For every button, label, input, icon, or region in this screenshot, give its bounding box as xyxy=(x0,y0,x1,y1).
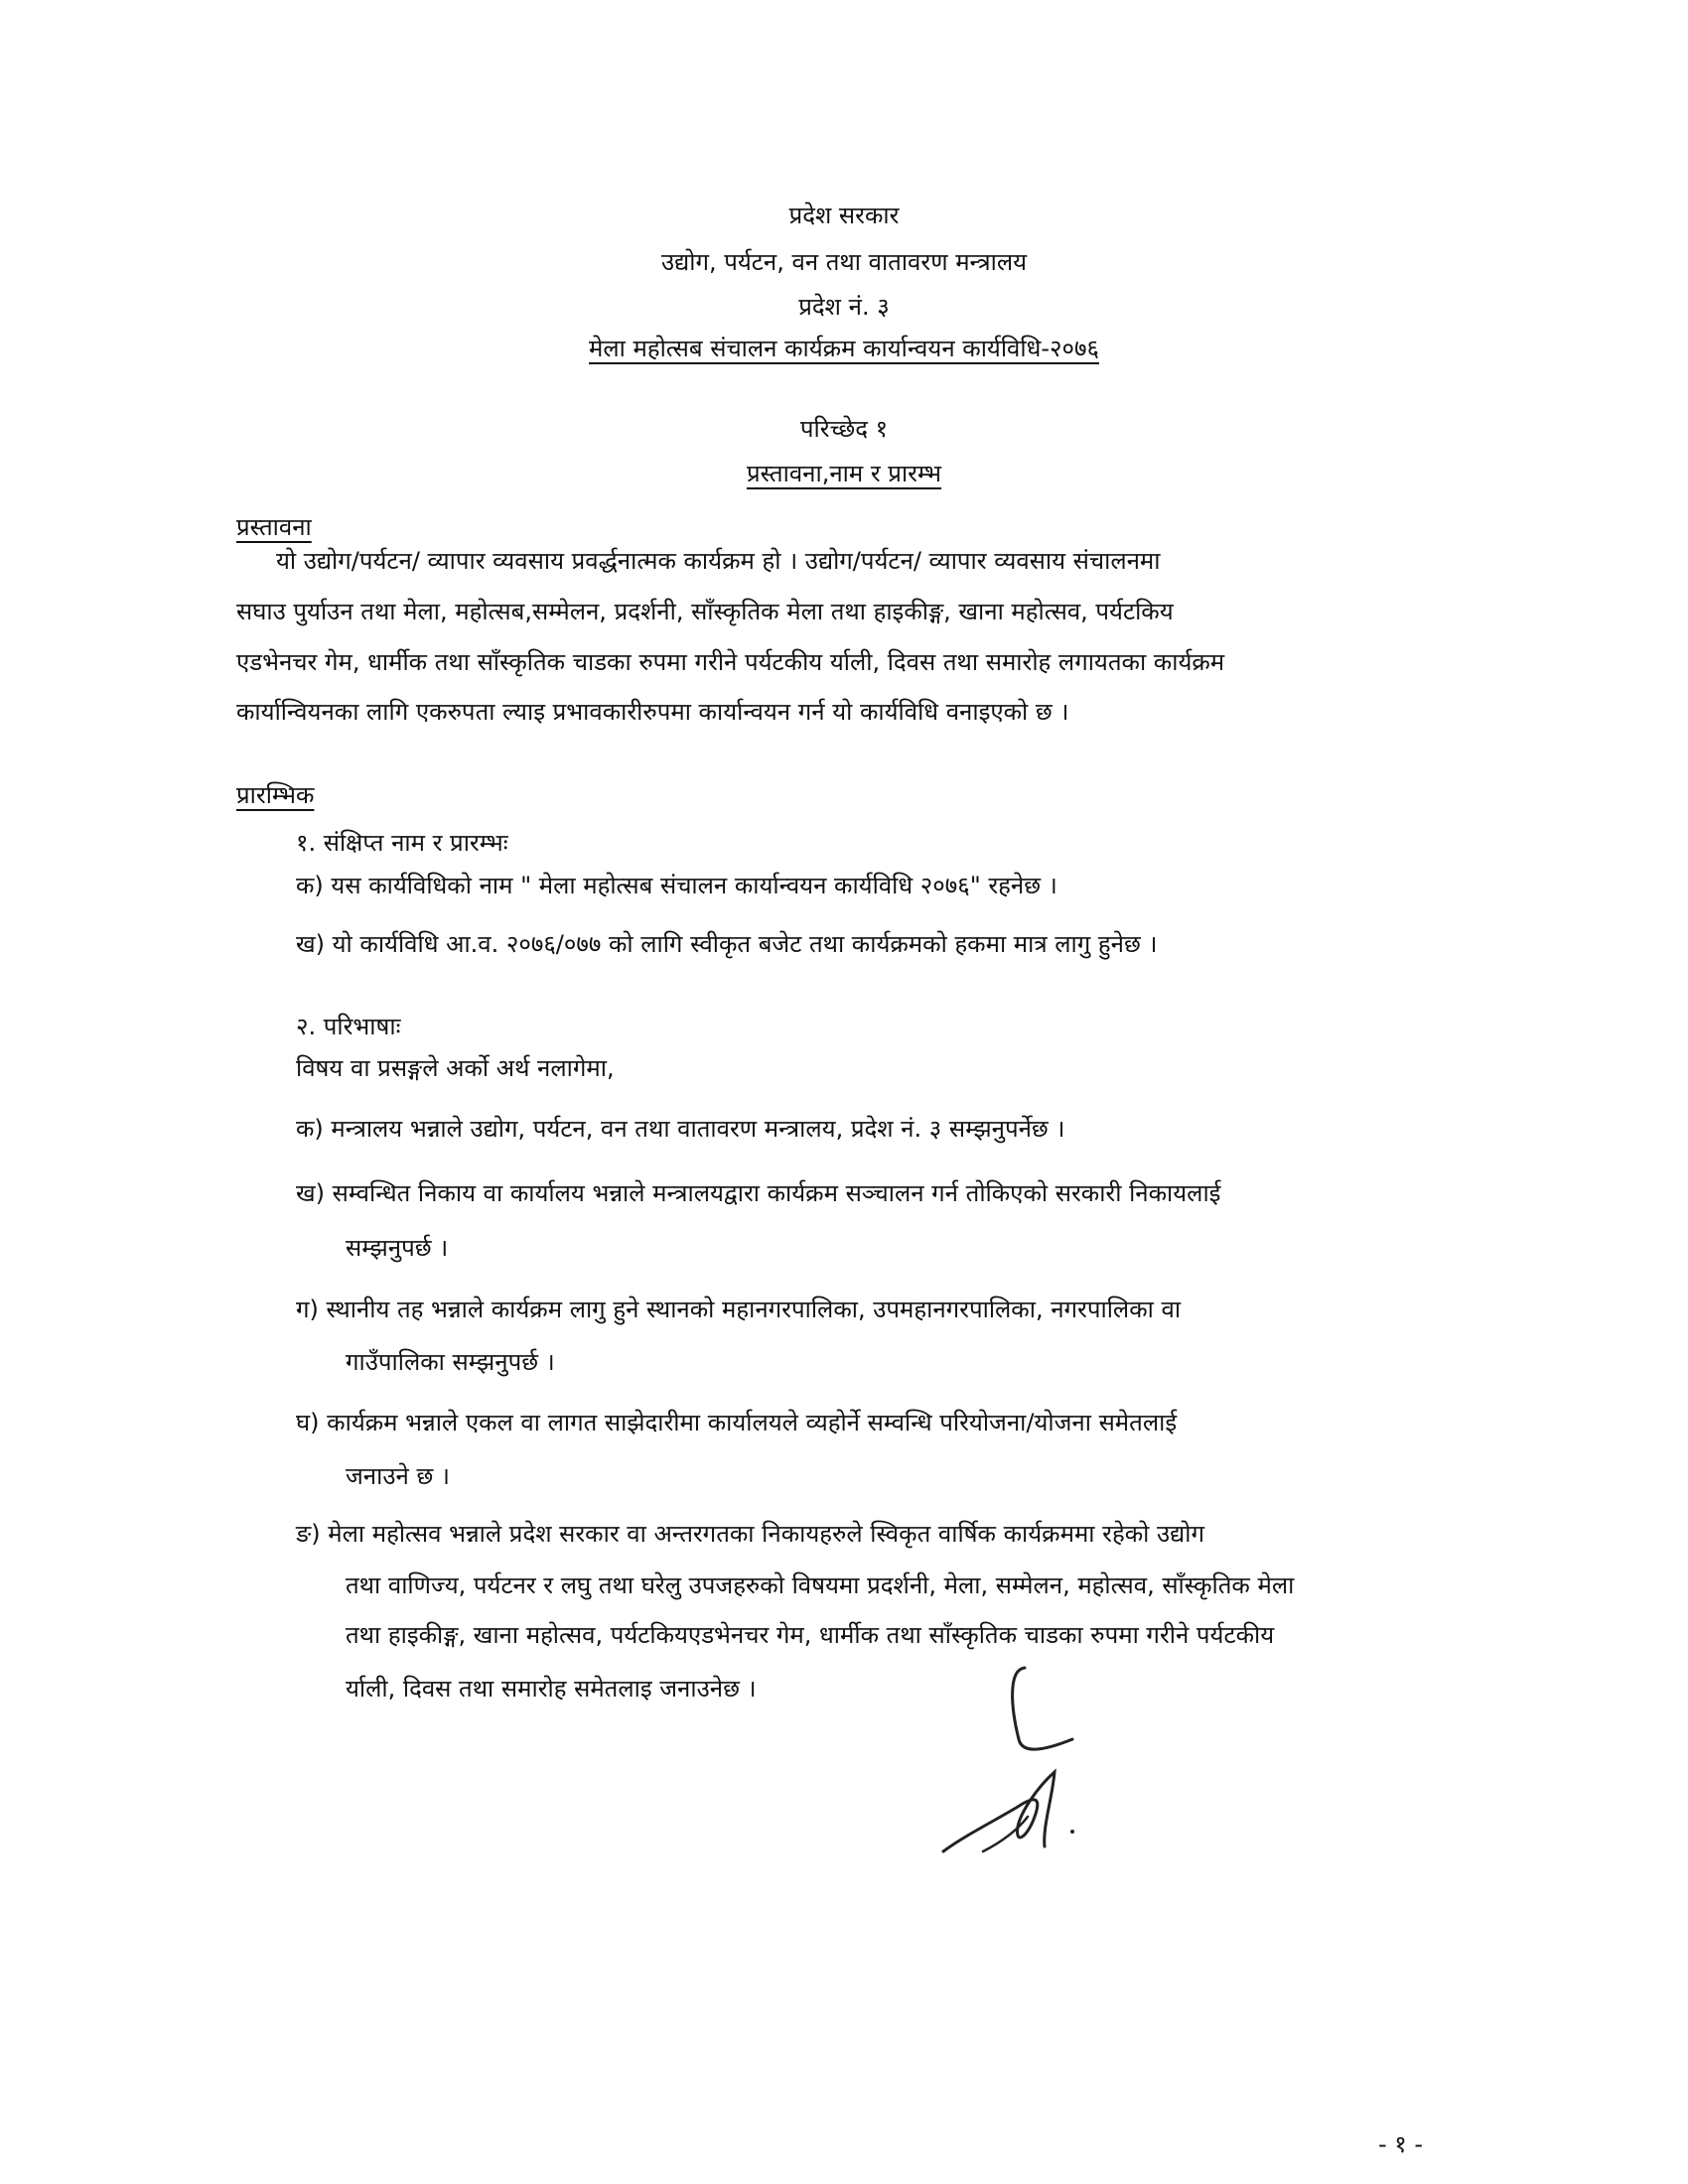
section-2-clause-kha-cont: सम्झनुपर्छ । xyxy=(346,1234,449,1262)
province-name: प्रदेश नं. ३ xyxy=(798,293,890,321)
section-1-clause-ka: क) यस कार्यविधिको नाम " मेला महोत्सब संचालन कार्यान्वयन कार्यविधि २०७६" रहनेछ । xyxy=(296,872,1057,899)
preliminary-heading: प्रारम्भिक xyxy=(236,781,315,809)
preamble-line: एडभेनचर गेम, धार्मीक तथा साँस्कृतिक चाडका रुपमा गरीने पर्यटकीय र्याली, दिवस तथा समारोह लगायतका कार्यक्रम xyxy=(236,648,1225,676)
section-2-clause-ga-cont: गाउँपालिका सम्झनुपर्छ । xyxy=(346,1348,555,1376)
section-2-clause-nga-cont: तथा हाइकीङ्ग, खाना महोत्सव, पर्यटकियएडभेनचर गेम, धार्मीक तथा साँस्कृतिक चाडका रुपमा गरीने पर्यटकीय xyxy=(346,1621,1275,1649)
section-2-title: २. परिभाषाः xyxy=(296,1013,401,1040)
section-2-clause-nga-cont: र्याली, दिवस तथा समारोह समेतलाइ जनाउनेछ । xyxy=(346,1675,757,1703)
section-2-clause-gha-cont: जनाउने छ । xyxy=(346,1462,450,1490)
preamble-heading: प्रस्तावना xyxy=(236,513,312,541)
section-2-clause-kha: ख) सम्वन्धित निकाय वा कार्यालय भन्नाले मन्त्रालयद्वारा कार्यक्रम सञ्चालन गर्न तोकिएको सरकारी निकायलाई xyxy=(296,1179,1221,1207)
handwritten-signature xyxy=(923,1648,1102,1876)
section-2-clause-gha: घ) कार्यक्रम भन्नाले एकल वा लागत साझेदारीमा कार्यालयले व्यहोर्ने सम्वन्धि परियोजना/योजना समेतलाई xyxy=(296,1409,1178,1436)
preamble-line: सघाउ पुर्याउन तथा मेला, महोत्सब,सम्मेलन, प्रदर्शनी, साँस्कृतिक मेला तथा हाइकीङ्ग, खाना महोत्सव, पर्यटकिय xyxy=(236,598,1174,625)
section-2-clause-ga: ग) स्थानीय तह भन्नाले कार्यक्रम लागु हुने स्थानको महानगरपालिका, उपमहानगरपालिका, नगरपालिका वा xyxy=(296,1296,1182,1323)
section-2-clause-nga: ङ) मेला महोत्सव भन्नाले प्रदेश सरकार वा अन्तरगतका निकायहरुले स्विकृत वार्षिक कार्यक्रममा रहेको उद्योग xyxy=(296,1520,1204,1548)
document-title: मेला महोत्सब संचालन कार्यक्रम कार्यान्वयन कार्यविधि-२०७६ xyxy=(589,335,1099,362)
section-1-title: १. संक्षिप्त नाम र प्रारम्भः xyxy=(296,829,508,857)
preamble-line: यो उद्योग/पर्यटन/ व्यापार व्यवसाय प्रवर्द्धनात्मक कार्यक्रम हो । उद्योग/पर्यटन/ व्यापार व्यवसाय संचालनमा xyxy=(276,547,1161,575)
preamble-line: कार्यान्वियनका लागि एकरुपता ल्याइ प्रभावकारीरुपमा कार्यान्वयन गर्न यो कार्यविधि वनाइएको छ । xyxy=(236,698,1069,726)
section-2-intro: विषय वा प्रसङ्गले अर्को अर्थ नलागेमा, xyxy=(296,1054,615,1082)
section-1-clause-kha: ख) यो कार्यविधि आ.व. २०७६/०७७ को लागि स्वीकृत बजेट तथा कार्यक्रमको हकमा मात्र लागु हुनेछ । xyxy=(296,930,1158,958)
chapter-title: प्रस्तावना,नाम र प्रारम्भ xyxy=(746,460,942,487)
section-2-clause-ka: क) मन्त्रालय भन्नाले उद्योग, पर्यटन, वन तथा वातावरण मन्त्रालय, प्रदेश नं. ३ सम्झनुपर्नेछ । xyxy=(296,1115,1065,1143)
chapter-number: परिच्छेद १ xyxy=(799,415,889,443)
page-number: - १ - xyxy=(1378,2130,1424,2158)
section-2-clause-nga-cont: तथा वाणिज्य, पर्यटनर र लघु तथा घरेलु उपजहरुको विषयमा प्रदर्शनी, मेला, सम्मेलन, महोत्सव, साँस्कृतिक मेला xyxy=(346,1571,1295,1599)
government-name: प्रदेश सरकार xyxy=(788,202,900,229)
ministry-name: उद्योग, पर्यटन, वन तथा वातावरण मन्त्रालय xyxy=(660,248,1028,276)
